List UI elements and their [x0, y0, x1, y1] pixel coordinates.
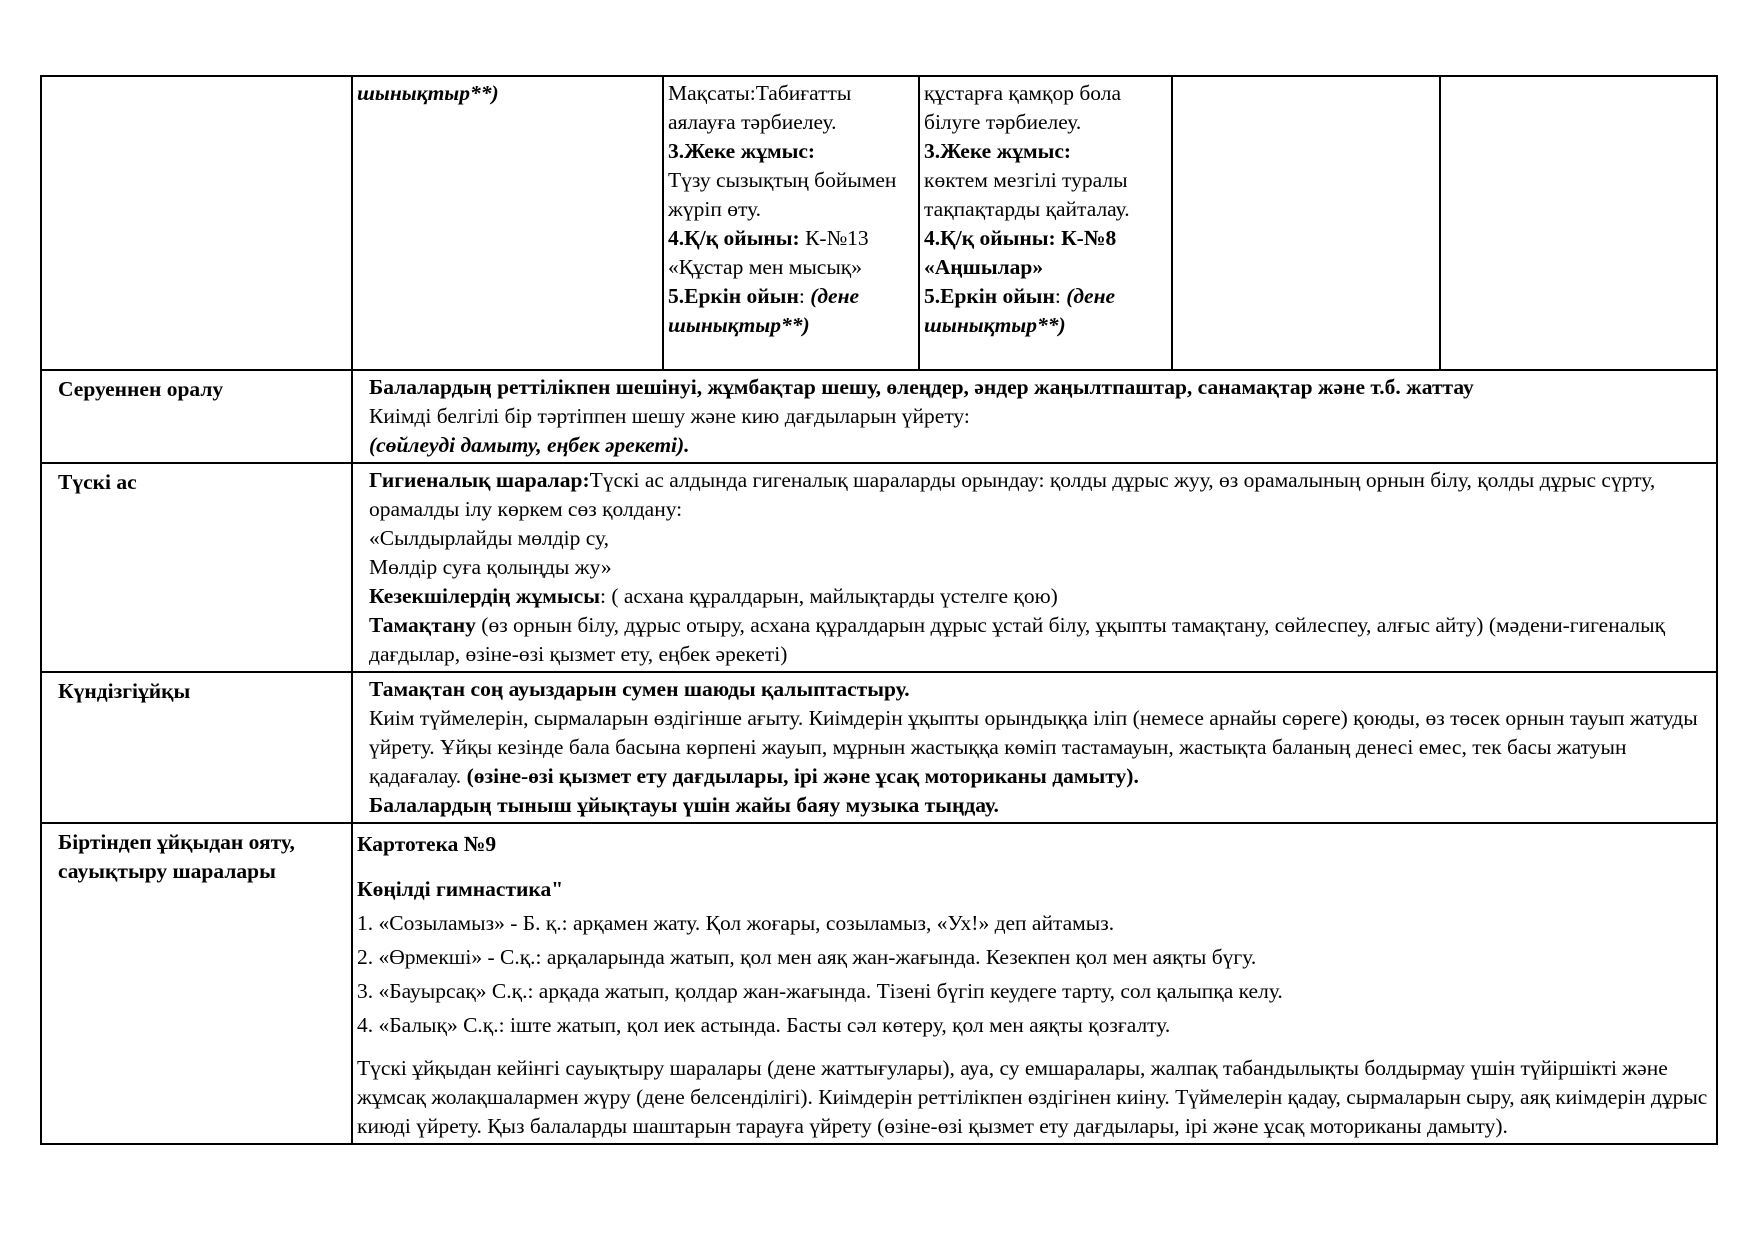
col4-free-label: 5.Еркін ойын — [924, 284, 1055, 308]
col3-game — [668, 224, 914, 253]
nap-content — [352, 672, 1717, 823]
lunch-duty-text: : ( асхана құралдарын, майлықтарды үстелге қою) — [600, 584, 1058, 608]
nap-row — [41, 672, 1717, 823]
wakeup-content — [352, 823, 1717, 1144]
col6-empty-cell — [1440, 76, 1717, 370]
col3-free-label: 5.Еркін ойын — [668, 284, 799, 308]
col3-free-colon: : — [798, 284, 805, 308]
nap-label: Күндізгіұйқы — [41, 672, 352, 823]
col2-tail-note: шынықтыр**) — [357, 81, 499, 105]
return-walk-row — [41, 370, 1717, 463]
col4-free-game — [924, 282, 1167, 340]
wakeup-label: Біртіндеп ұйқыдан ояту, сауықтыру шаралары — [41, 823, 352, 1144]
col3-individual-text: Түзу сызықтың бойымен жүріп өту. — [668, 168, 897, 221]
nap-text-bold: (өзіне-өзі қызмет ету дағдылары, ірі және ұсақ моториканы дамыту). — [466, 764, 1139, 788]
col3-cell — [663, 76, 919, 370]
wakeup-paragraph: Түскі ұйқыдан кейінгі сауықтыру шаралары (дене жаттығулары), ауа, су емшаралары, жалпақ табандылықты болдырмау үшін түйіршікті және жұмсақ жолақшалармен жүру (дене белсенділігі). Киімдерін реттілікпен өздігінен киіну. Түймелерін қадау, сырмаларын сыру, аяқ киімдерін дұрыс киюді үйрету. Қыз балаларды шаштарын тарауға үйрету (өзіне-өзі қызмет ету дағдылары, ірі және ұсақ моториканы дамыту). — [357, 1056, 1708, 1138]
lunch-content — [352, 463, 1717, 672]
lunch-duty-label: Кезекшілердің жұмысы — [369, 584, 600, 608]
wakeup-row — [41, 823, 1717, 1144]
lunch-poem-line2: Мөлдір суға қолыңды жу» — [369, 555, 612, 579]
walk-continuation-row — [41, 76, 1717, 370]
col5-empty-cell — [1172, 76, 1440, 370]
daily-schedule-table — [40, 75, 1718, 1145]
lunch-hygiene-text: Түскі ас алдында гигеналық шараларды орындау: қолды дұрыс жуу, өз орамалының орнын білу, қолды дұрыс сүрту, орамалды ілу көркем сөз қолдану: — [369, 468, 1656, 521]
col3-individual-label: 3.Жеке жұмыс: — [668, 139, 816, 163]
col3-game-label: 4.Қ/қ ойыны: — [668, 226, 800, 250]
nap-paragraph — [369, 704, 1712, 791]
wakeup-card: Картотека №9 — [357, 832, 497, 856]
col3-game-code: К-№13 — [805, 226, 869, 250]
return-walk-content — [352, 370, 1717, 463]
lunch-eat-text: (өз орнын білу, дұрыс отыру, асхана құралдарын дұрыс ұстай білу, ұқыпты тамақтану, сөйлеспеу, алғыс айту) (мәдени-гигеналық дағдылар, өзіне-өзі қызмет ету, еңбек әрекеті) — [369, 613, 1666, 666]
empty-label-cell — [41, 76, 352, 370]
return-walk-label: Серуеннен оралу — [41, 370, 352, 463]
exercise-item: 4. «Балық» С.қ.: іште жатып, қол иек астында. Басты сәл көтеру, қол мен аяқты қозғалту. — [357, 1013, 1171, 1037]
lunch-eat-label: Тамақтану — [369, 613, 476, 637]
col3-free-note: (дене шынықтыр**) — [668, 284, 860, 337]
col4-cell — [919, 76, 1172, 370]
nap-closing: Балалардың тыныш ұйықтауы үшін жайы баяу музыка тыңдау. — [369, 793, 999, 817]
lunch-eating — [369, 611, 1712, 669]
exercise-item: 2. «Өрмекші» - С.қ.: арқаларында жатып, қол мен аяқ жан-жағында. Кезекпен қол мен аяқты бүгу. — [357, 945, 1257, 969]
nap-text: Киім түймелерін, сырмаларын өздігінше ағыту. Киімдерін ұқыпты орындыққа іліп (немесе арнайы сөреге) қоюды, өз төсек орнын тауып жатуды үйрету. Ұйқы кезінде бала басына көрпені жауып, мұрнын жастыққа көміп тастамауын, жастықта баланың денесі емес, тек басы жатуын қадағалау. — [369, 706, 1698, 788]
col4-free-colon: : — [1054, 284, 1061, 308]
wakeup-gym-title: Көңілді гимнастика" — [357, 877, 564, 901]
col3-goal: Мақсаты:Табиғатты аялауға тәрбиелеу. — [668, 81, 852, 134]
col4-free-note: (дене шынықтыр**) — [924, 284, 1116, 337]
nap-heading: Тамақтан соң ауыздарын сумен шаюды қалыптастыру. — [369, 677, 910, 701]
lunch-poem-line1: «Сылдырлайды мөлдір су, — [369, 526, 610, 550]
col4-individual-text: көктем мезгілі туралы тақпақтарды қайталау. — [924, 168, 1130, 221]
lunch-duty — [369, 582, 1712, 611]
lunch-hygiene — [369, 466, 1712, 524]
col4-game-name: «Аңшылар» — [924, 255, 1044, 279]
col4-individual-label: 3.Жеке жұмыс: — [924, 139, 1072, 163]
col4-goal: құстарға қамқор бола білуге тәрбиелеу. — [924, 81, 1122, 134]
col3-free-game — [668, 282, 914, 340]
col4-game-label: 4.Қ/қ ойыны: К-№8 — [924, 226, 1117, 250]
col3-game-name: «Құстар мен мысық» — [668, 255, 862, 279]
lunch-row — [41, 463, 1717, 672]
return-walk-note: (сөйлеуді дамыту, еңбек әрекеті). — [369, 433, 690, 457]
return-walk-heading: Балалардың реттілікпен шешінуі, жұмбақтар шешу, өлеңдер, әндер жаңылтпаштар, санамақтар және т.б. жаттау — [369, 375, 1474, 399]
spacer — [357, 859, 1712, 875]
col2-cell — [352, 76, 663, 370]
lunch-label: Түскі ас — [41, 463, 352, 672]
lunch-hygiene-label: Гигиеналық шаралар: — [369, 468, 590, 492]
schedule-document — [40, 75, 1716, 1145]
exercise-item: 1. «Созыламыз» - Б. қ.: арқамен жату. Қол жоғары, созыламыз, «Ух!» деп айтамыз. — [357, 911, 1115, 935]
return-walk-text: Киімді белгілі бір тәртіппен шешу және кию дағдыларын үйрету: — [369, 404, 970, 428]
exercise-item: 3. «Бауырсақ» С.қ.: арқада жатып, қолдар жан-жағында. Тізені бүгіп кеудеге тарту, сол қалыпқа келу. — [357, 979, 1283, 1003]
